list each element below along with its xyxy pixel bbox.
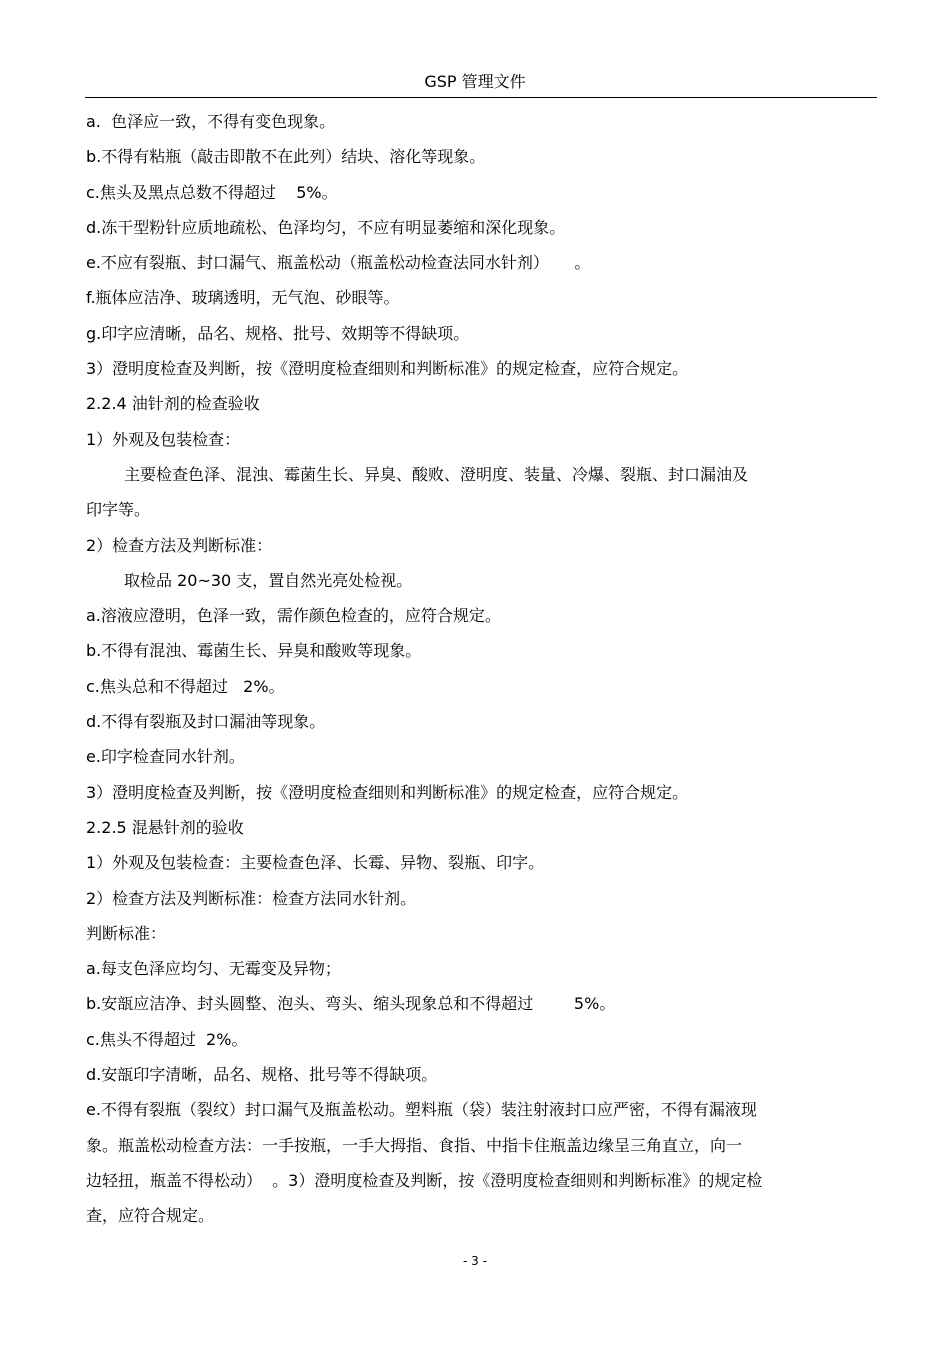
text-line: 1）外观及包装检查： [86, 429, 241, 449]
text-line: 主要检查色泽、混浊、霉菌生长、异臭、酸败、澄明度、装量、冷爆、裂瓶、封口漏油及 [124, 464, 749, 484]
text-line: e.不应有裂瓶、封口漏气、瓶盖松动（瓶盖松动检查法同水针剂） 。 [86, 253, 591, 273]
text-line: f.瓶体应洁净、玻璃透明，无气泡、砂眼等。 [86, 288, 400, 308]
text-line: a. 色泽应一致，不得有变色现象。 [86, 112, 336, 131]
text-line: a.每支色泽应均匀、无霉变及异物； [86, 959, 341, 979]
text-line: e.印字检查同水针剂。 [86, 747, 245, 767]
text-line: c.焦头及黑点总数不得超过 5%。 [86, 182, 338, 202]
text-line: g.印字应清晰，品名、规格、批号、效期等不得缺项。 [86, 323, 470, 343]
text-line: 查，应符合规定。 [86, 1206, 215, 1226]
text-line: 判断标准： [86, 923, 167, 943]
text-line: 2.2.5 混悬针剂的验收 [86, 817, 244, 837]
text-line: b.安瓿应洁净、封头圆整、泡头、弯头、缩头现象总和不得超过 5%。 [86, 994, 616, 1014]
text-line: e.不得有裂瓶（裂纹）封口漏气及瓶盖松动。塑料瓶（袋）装注射液封口应严密，不得有漏液现 [86, 1100, 757, 1120]
text-line: a.溶液应澄明，色泽一致，需作颜色检查的，应符合规定。 [86, 606, 501, 626]
header-divider [85, 97, 877, 98]
text-line: 2）检查方法及判断标准：检查方法同水针剂。 [86, 888, 417, 908]
text-line: 2）检查方法及判断标准： [86, 535, 273, 555]
text-line: c.焦头不得超过 2%。 [86, 1029, 248, 1049]
document-body [86, 104, 856, 1234]
page-number: - 3 - [463, 1254, 487, 1268]
text-line: 边轻扭，瓶盖不得松动） 。3）澄明度检查及判断，按《澄明度检查细则和判断标准》的规定检 [86, 1170, 763, 1190]
text-line: 3）澄明度检查及判断，按《澄明度检查细则和判断标准》的规定检查，应符合规定。 [86, 782, 689, 802]
text-line: b.不得有混浊、霉菌生长、异臭和酸败等现象。 [86, 641, 422, 661]
text-line: 象。瓶盖松动检查方法：一手按瓶，一手大拇指、食指、中指卡住瓶盖边缘呈三角直立，向一 [86, 1135, 743, 1155]
page-header-title: GSP 管理文件 [424, 72, 526, 91]
text-line: 2.2.4 油针剂的检查验收 [86, 394, 260, 414]
text-line: 印字等。 [86, 500, 151, 520]
text-line: d.不得有裂瓶及封口漏油等现象。 [86, 712, 326, 732]
text-line: c.焦头总和不得超过 2%。 [86, 676, 285, 696]
text-line: d.冻干型粉针应质地疏松、色泽均匀，不应有明显萎缩和深化现象。 [86, 217, 566, 237]
text-line: b.不得有粘瓶（敲击即散不在此列）结块、溶化等现象。 [86, 147, 486, 167]
text-line: 3）澄明度检查及判断，按《澄明度检查细则和判断标准》的规定检查，应符合规定。 [86, 359, 689, 379]
text-line: d.安瓿印字清晰，品名、规格、批号等不得缺项。 [86, 1065, 438, 1085]
text-line: 1）外观及包装检查：主要检查色泽、长霉、异物、裂瓶、印字。 [86, 853, 545, 873]
text-line: 取检品 20~30 支，置自然光亮处检视。 [124, 570, 413, 590]
